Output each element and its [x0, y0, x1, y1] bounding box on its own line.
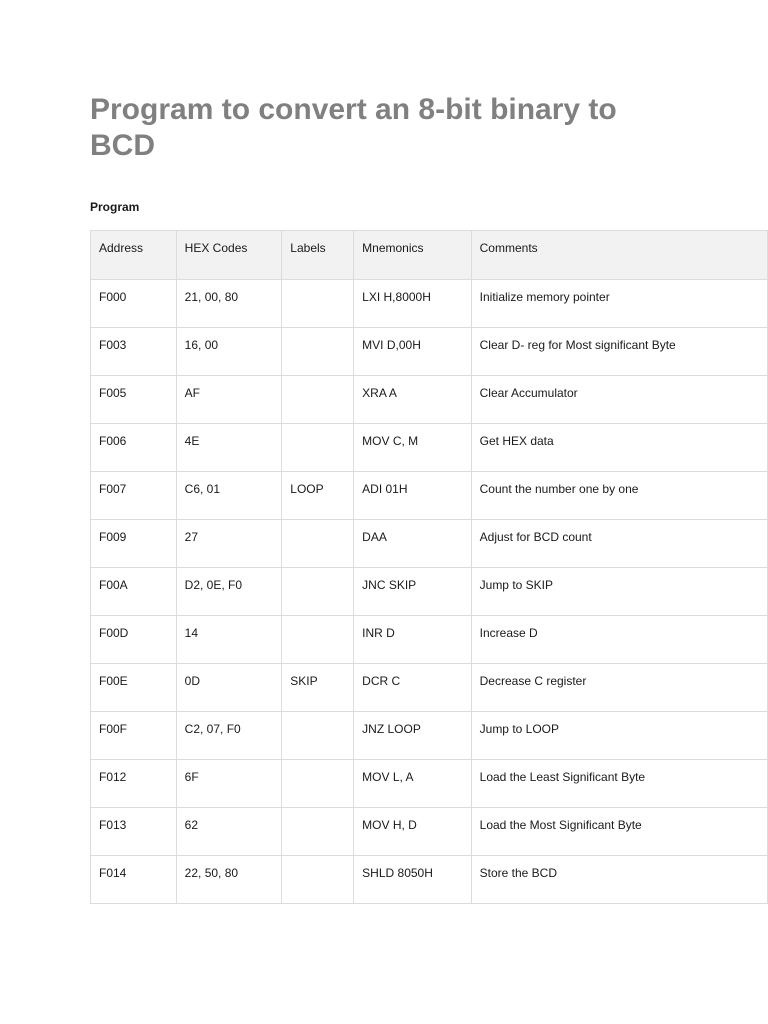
cell-address: F007 — [91, 472, 177, 520]
cell-hex-codes: 22, 50, 80 — [176, 856, 282, 904]
cell-label — [282, 712, 354, 760]
page-title: Program to convert an 8-bit binary to BCD — [90, 93, 617, 162]
cell-address: F00A — [91, 568, 177, 616]
cell-comment: Jump to LOOP — [471, 712, 767, 760]
cell-comment: Increase D — [471, 616, 767, 664]
table-row — [91, 664, 768, 712]
cell-mnemonic: INR D — [354, 616, 471, 664]
table-row — [91, 760, 768, 808]
cell-address: F000 — [91, 280, 177, 328]
cell-comment: Jump to SKIP — [471, 568, 767, 616]
cell-address: F00F — [91, 712, 177, 760]
cell-hex-codes: 62 — [176, 808, 282, 856]
table-header-row — [91, 231, 768, 280]
cell-label — [282, 760, 354, 808]
section-heading: Program — [90, 200, 140, 214]
header-labels: Labels — [282, 231, 354, 280]
cell-label — [282, 520, 354, 568]
header-address: Address — [91, 231, 177, 280]
cell-mnemonic: SHLD 8050H — [354, 856, 471, 904]
cell-mnemonic: MOV L, A — [354, 760, 471, 808]
cell-address: F005 — [91, 376, 177, 424]
cell-comment: Store the BCD — [471, 856, 767, 904]
cell-hex-codes: 4E — [176, 424, 282, 472]
cell-comment: Count the number one by one — [471, 472, 767, 520]
cell-comment: Clear Accumulator — [471, 376, 767, 424]
table-row — [91, 568, 768, 616]
cell-comment: Load the Most Significant Byte — [471, 808, 767, 856]
cell-comment: Initialize memory pointer — [471, 280, 767, 328]
cell-hex-codes: 14 — [176, 616, 282, 664]
cell-address: F00E — [91, 664, 177, 712]
cell-hex-codes: D2, 0E, F0 — [176, 568, 282, 616]
cell-address: F012 — [91, 760, 177, 808]
cell-address: F006 — [91, 424, 177, 472]
cell-comment: Get HEX data — [471, 424, 767, 472]
cell-mnemonic: ADI 01H — [354, 472, 471, 520]
table-row — [91, 712, 768, 760]
cell-label — [282, 424, 354, 472]
cell-address: F00D — [91, 616, 177, 664]
cell-label — [282, 568, 354, 616]
table-row — [91, 328, 768, 376]
header-mnemonics: Mnemonics — [354, 231, 471, 280]
program-table — [90, 230, 768, 904]
table-row — [91, 616, 768, 664]
cell-hex-codes: 27 — [176, 520, 282, 568]
cell-hex-codes: AF — [176, 376, 282, 424]
cell-label — [282, 328, 354, 376]
table-row — [91, 280, 768, 328]
cell-address: F013 — [91, 808, 177, 856]
cell-comment: Adjust for BCD count — [471, 520, 767, 568]
cell-address: F003 — [91, 328, 177, 376]
cell-hex-codes: 0D — [176, 664, 282, 712]
cell-label — [282, 616, 354, 664]
cell-mnemonic: DAA — [354, 520, 471, 568]
header-comments: Comments — [471, 231, 767, 280]
table-row — [91, 808, 768, 856]
cell-mnemonic: JNC SKIP — [354, 568, 471, 616]
cell-mnemonic: LXI H,8000H — [354, 280, 471, 328]
cell-label: SKIP — [282, 664, 354, 712]
cell-hex-codes: 6F — [176, 760, 282, 808]
cell-comment: Clear D- reg for Most significant Byte — [471, 328, 767, 376]
cell-comment: Decrease C register — [471, 664, 767, 712]
table-row — [91, 424, 768, 472]
cell-mnemonic: JNZ LOOP — [354, 712, 471, 760]
table-row — [91, 520, 768, 568]
cell-address: F014 — [91, 856, 177, 904]
cell-label — [282, 376, 354, 424]
cell-mnemonic: XRA A — [354, 376, 471, 424]
cell-hex-codes: 16, 00 — [176, 328, 282, 376]
cell-hex-codes: C2, 07, F0 — [176, 712, 282, 760]
table-row — [91, 376, 768, 424]
cell-label — [282, 808, 354, 856]
header-hex-codes: HEX Codes — [176, 231, 282, 280]
cell-mnemonic: MVI D,00H — [354, 328, 471, 376]
cell-comment: Load the Least Significant Byte — [471, 760, 767, 808]
table-row — [91, 472, 768, 520]
cell-hex-codes: 21, 00, 80 — [176, 280, 282, 328]
cell-label: LOOP — [282, 472, 354, 520]
cell-mnemonic: DCR C — [354, 664, 471, 712]
cell-address: F009 — [91, 520, 177, 568]
cell-label — [282, 280, 354, 328]
cell-hex-codes: C6, 01 — [176, 472, 282, 520]
table-row — [91, 856, 768, 904]
cell-mnemonic: MOV H, D — [354, 808, 471, 856]
cell-mnemonic: MOV C, M — [354, 424, 471, 472]
cell-label — [282, 856, 354, 904]
